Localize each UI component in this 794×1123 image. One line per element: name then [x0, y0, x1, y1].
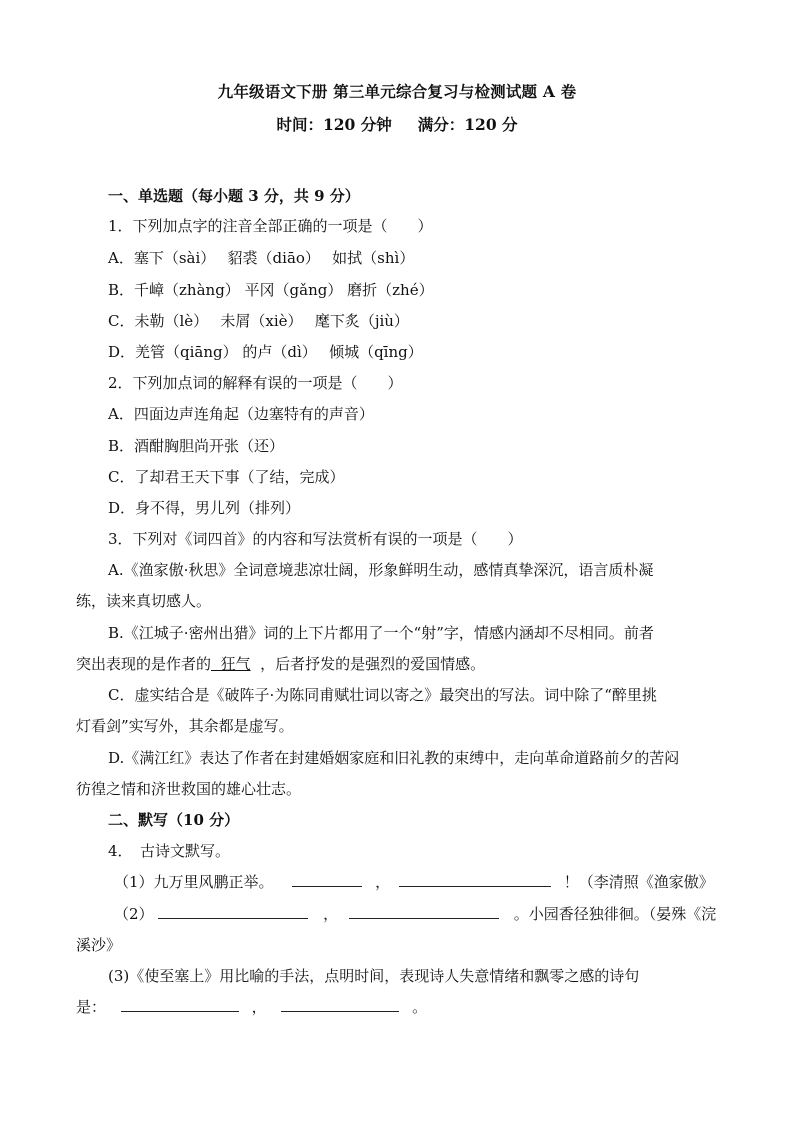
- time-info: 时间：120 分钟: [276, 115, 392, 134]
- line2-prefix: （2）: [114, 905, 154, 923]
- section-heading-dictation: 二、默写（10 分）: [108, 811, 240, 829]
- question-4-line-3: (3)《使至塞上》用比喻的手法，点明时间，表现诗人失意情绪和飘零之感的诗句: [108, 967, 640, 985]
- answer-blank-6[interactable]: [281, 997, 399, 1012]
- line3-comma: ，: [251, 998, 267, 1016]
- question-3-option-c-line2: 灯看剑”实写外，其余都是虚写。: [76, 717, 294, 735]
- question-3-option-b-line1: B.《江城子·密州出猎》词的上下片都用了一个“射”字，情感内涵却不尽相同。前者: [108, 624, 654, 642]
- question-1-option-d: D．羌管（qiāng） 的卢（dì） 倾城（qīng）: [108, 343, 423, 361]
- answer-blank-1[interactable]: [292, 872, 362, 887]
- question-1-option-b: B．千嶂（zhàng） 平冈（gǎng） 磨折（zhé）: [108, 281, 434, 299]
- question-3-option-a-line2: 练，读来真切感人。: [76, 592, 212, 610]
- answer-blank-5[interactable]: [121, 997, 239, 1012]
- question-2-option-b: B．酒酣胸胆尚开张（还）: [108, 437, 285, 455]
- answer-blank-2[interactable]: [399, 872, 551, 887]
- line1-prefix: （1）九万里风鹏正举。: [114, 873, 274, 891]
- underlined-word: 狂气: [220, 655, 251, 673]
- exam-info: [0, 113, 794, 135]
- question-4-stem: 4． 古诗文默写。: [108, 842, 231, 860]
- question-4-line-1: [114, 872, 714, 892]
- question-1-stem: 1．下列加点字的注音全部正确的一项是（ ）: [108, 217, 433, 235]
- question-3-option-d-line2: 彷徨之情和济世救国的雄心壮志。: [76, 780, 302, 798]
- question-4-line-2-cont: 溪沙》: [76, 936, 122, 954]
- question-3-option-c-line1: C．虚实结合是《破阵子·为陈同甫赋壮词以寄之》最突出的写法。词中除了“醉里挑: [108, 686, 657, 704]
- line2-comma: ，: [323, 905, 339, 923]
- question-4-line-3-cont: [76, 997, 427, 1017]
- question-1-option-c: C．未勒（lè） 未屑（xiè） 麾下炙（jiù）: [108, 312, 409, 330]
- underlined-text: [211, 655, 251, 673]
- question-3-option-a-line1: A.《渔家傲·秋思》全词意境悲凉壮阔，形象鲜明生动，感情真挚深沉，语言质朴凝: [108, 561, 654, 579]
- answer-blank-3[interactable]: [158, 904, 308, 919]
- question-2-option-d: D．身不得，男儿列（排列）: [108, 499, 301, 517]
- question-3-option-b-line2: [76, 654, 485, 674]
- question-3-option-d-line1: D.《满江红》表达了作者在封建婚姻家庭和旧礼教的束缚中，走向革命道路前夕的苦闷: [108, 749, 680, 767]
- b2-suffix: ，后者抒发的是强烈的爱国情感。: [260, 655, 486, 673]
- page-title: 九年级语文下册 第三单元综合复习与检测试题 A 卷: [217, 82, 577, 101]
- answer-blank-4[interactable]: [349, 904, 499, 919]
- line1-comma: ，: [375, 873, 391, 891]
- question-2-option-c: C．了却君王天下事（了结，完成）: [108, 468, 345, 486]
- b2-prefix: 突出表现的是作者的: [76, 655, 212, 673]
- line3-period: 。: [412, 998, 428, 1016]
- question-2-option-a: A．四面边声连角起（边塞特有的声音）: [108, 405, 374, 423]
- question-1-option-a: A．塞下（sài） 貂裘（diāo） 如拭（shì）: [108, 249, 415, 267]
- line2-suffix: 。小园香径独徘徊。（晏殊《浣: [513, 905, 717, 923]
- line3-prefix: 是：: [76, 998, 107, 1016]
- section-heading-single-choice: 一、单选题（每小题 3 分，共 9 分）: [108, 187, 360, 205]
- question-2-stem: 2．下列加点词的解释有误的一项是（ ）: [108, 374, 403, 392]
- question-4-line-2: [114, 904, 716, 924]
- question-3-stem: 3．下列对《词四首》的内容和写法赏析有误的一项是（ ）: [108, 530, 523, 548]
- score-info: 满分：120 分: [417, 115, 518, 134]
- line1-suffix: ！（李清照《渔家傲》: [563, 873, 714, 891]
